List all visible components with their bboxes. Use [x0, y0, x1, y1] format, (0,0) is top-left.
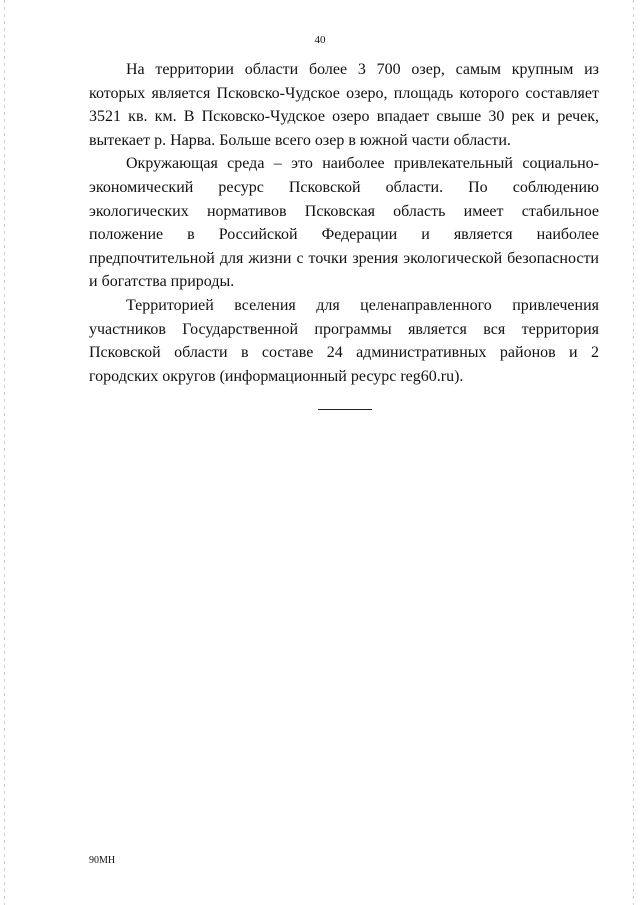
footer-code: 90МН	[89, 855, 116, 866]
text-line: предпочтительной для жизни с точки зрения экологической безопасности	[89, 249, 599, 267]
paragraph-environment	[89, 152, 599, 294]
paragraph-settlement	[89, 294, 599, 388]
paragraph-lakes	[89, 58, 599, 152]
end-separator-line	[318, 409, 372, 410]
text-line: Территорией вселения для целенаправленного привлечения	[126, 296, 599, 314]
text-line: участников Государственной программы является вся территория	[89, 320, 599, 338]
text-line: которых является Псковско-Чудское озеро, площадь которого составляет	[89, 84, 599, 102]
text-line: Окружающая среда – это наиболее привлекательный социально-	[126, 155, 599, 173]
body-text	[89, 58, 599, 388]
text-line: и богатства природы.	[89, 273, 235, 291]
text-line: городских округов (информационный ресурс reg60.ru).	[89, 367, 464, 385]
text-line: 3521 кв. км. В Псковско-Чудское озеро впадает свыше 30 рек и речек,	[89, 108, 599, 126]
text-line: вытекает р. Нарва. Больше всего озер в южной части области.	[89, 131, 511, 149]
text-line: На территории области более 3 700 озер, самым крупным из	[126, 61, 599, 78]
text-line: положение в Российской Федерации и является наиболее	[89, 226, 599, 244]
page-number: 40	[314, 34, 326, 46]
text-line: Псковской области в составе 24 административных районов и 2	[89, 344, 599, 362]
text-line: экономический ресурс Псковской области. По соблюдению	[89, 178, 599, 196]
text-line: экологических нормативов Псковская область имеет стабильное	[89, 202, 599, 220]
